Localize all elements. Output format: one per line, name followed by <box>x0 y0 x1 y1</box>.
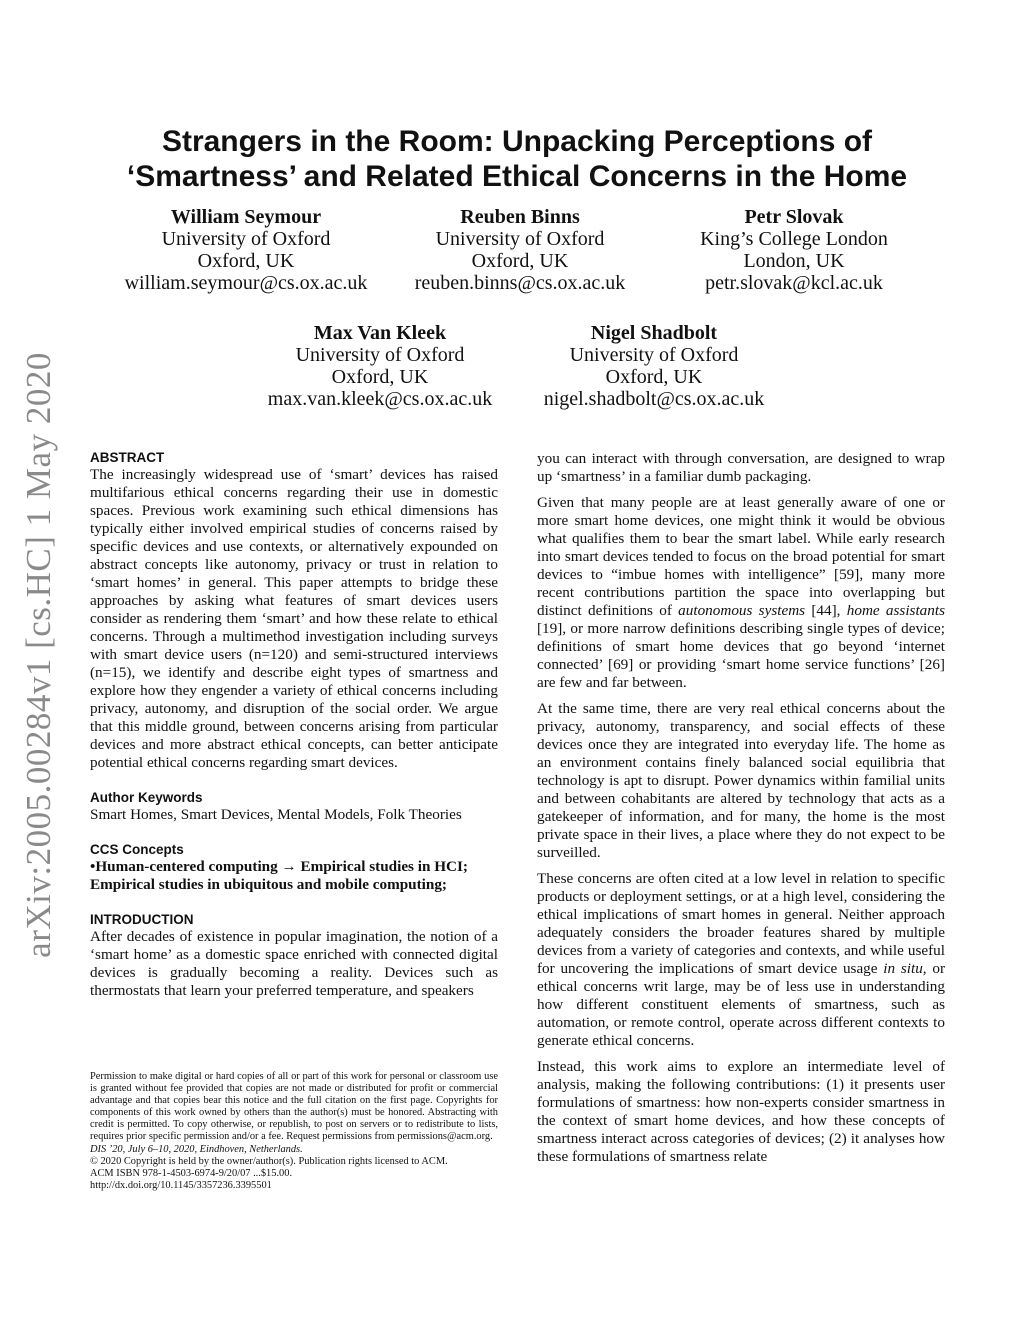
ccs-concepts <box>90 858 498 894</box>
introduction-heading: INTRODUCTION <box>90 912 194 927</box>
doi-link[interactable]: http://dx.doi.org/10.1145/3357236.3395501 <box>90 1179 272 1191</box>
left-column <box>90 450 498 1000</box>
author-block-seymour <box>96 206 396 294</box>
keywords-heading: Author Keywords <box>90 790 203 805</box>
author-location: London, UK <box>743 250 845 272</box>
author-affiliation: University of Oxford <box>435 228 605 250</box>
author-block-van-kleek <box>230 322 530 410</box>
right-column <box>537 450 945 1166</box>
abstract-heading: ABSTRACT <box>90 450 165 465</box>
emphasis-autonomous-systems: autonomous systems <box>678 602 806 619</box>
author-email: nigel.shadbolt@cs.ox.ac.uk <box>543 388 765 410</box>
author-block-slovak <box>644 206 944 294</box>
permission-footnote <box>90 1071 498 1192</box>
author-email: william.seymour@cs.ox.ac.uk <box>124 272 368 294</box>
text-run: [44], <box>805 602 847 619</box>
author-affiliation: University of Oxford <box>161 228 331 250</box>
ccs-line-1: •Human-centered computing → Empirical studies in HCI; <box>90 858 468 875</box>
body-paragraph-contributions: Instead, this work aims to explore an intermediate level of analysis, making the following contributions: (1) it presents user formulations of smartness: how non-experts consider smartness in the context of smart home devices, and how these concepts of smartness interact across categories of devices; (2) it analyses how these formulations of smartness relate <box>537 1058 945 1165</box>
ccs-heading: CCS Concepts <box>90 842 184 857</box>
body-paragraph-levels <box>537 870 945 1050</box>
author-block-shadbolt <box>504 322 804 410</box>
text-run: Given that many people are at least generally aware of one or more smart home devices, one might think it would be obvious what qualifies them to bear the smart label. While early research into smart devices tended to focus on the broad potential for smart devices to “imbue homes with intelligence” [59], many more recent contributions partition the space into overlapping but distinct definitions of <box>537 494 945 619</box>
text-run: These concerns are often cited at a low level in relation to specific products or deployment settings, or at a high level, considering the ethical implications of smart homes in general. Neither approach adequately considers the broader features shared by multiple devices from a variety of categories and contexts, and while useful for uncovering the implications of smart device usage <box>537 870 945 977</box>
author-block-binns <box>370 206 670 294</box>
body-paragraph-ethical-concerns: At the same time, there are very real ethical concerns about the privacy, autonomy, transparency, and social effects of these devices once they are integrated into everyday life. The home as an environment contains finely balanced social equilibria that technology is apt to disrupt. Power dynamics within familial units and between cohabitants are altered by technology that acts as a gatekeeper of information, and for many, the home is the most private space in their lives, a place where they do not expect to be surveilled. <box>537 700 945 861</box>
author-name: William Seymour <box>170 206 322 228</box>
emphasis-in-situ: in situ <box>883 960 923 977</box>
author-name: Nigel Shadbolt <box>590 322 718 344</box>
arxiv-stamp <box>8 345 70 965</box>
author-name: Petr Slovak <box>744 206 844 228</box>
author-name: Reuben Binns <box>460 206 580 228</box>
copyright-line: © 2020 Copyright is held by the owner/author(s). Publication rights licensed to ACM. <box>90 1155 448 1167</box>
title-line-2: ‘Smartness’ and Related Ethical Concerns in the Home <box>126 160 908 193</box>
author-location: Oxford, UK <box>197 250 295 272</box>
venue-line: DIS ’20, July 6–10, 2020, Eindhoven, Netherlands. <box>90 1143 303 1155</box>
introduction-paragraph: After decades of existence in popular imagination, the notion of a ‘smart home’ as a domestic space enriched with connected digital devices is gradually becoming a reality. Devices such as thermostats that learn your preferred temperature, and speakers <box>90 928 498 999</box>
author-email: petr.slovak@kcl.ac.uk <box>705 272 883 294</box>
abstract-text: The increasingly widespread use of ‘smart’ devices has raised multifarious ethical concerns regarding their use in domestic spaces. Previous work examining such ethical dimensions has typically either involved empirical studies of concerns raised by specific devices and use contexts, or alternatively expounded on abstract concepts like autonomy, privacy or trust in relation to ‘smart homes’ in general. This paper attempts to bridge these approaches by asking what features of smart devices users consider as rendering them ‘smart’ and how these relate to ethical concerns. Through a multimethod investigation including surveys with smart device users (n=120) and semi-structured interviews (n=15), we identify and describe eight types of smartness and explore how they engender a variety of ethical concerns including privacy, autonomy, and disruption of the social order. We argue that this middle ground, between concerns arising from particular devices and more abstract ethical concepts, can better anticipate potential ethical concerns regarding smart devices. <box>90 466 498 771</box>
author-location: Oxford, UK <box>471 250 569 272</box>
text-run: , or ethical concerns writ large, may be of less use in understanding how different constituent elements of smartness, such as automation, or remote control, operate across different contexts to generate ethical concerns. <box>537 960 945 1049</box>
author-affiliation: University of Oxford <box>295 344 465 366</box>
author-email: reuben.binns@cs.ox.ac.uk <box>414 272 626 294</box>
paper-title <box>90 124 944 194</box>
permission-text: Permission to make digital or hard copies of all or part of this work for personal or classroom use is granted without fee provided that copies are not made or distributed for profit or commercial advantage and that copies bear this notice and the full citation on the first page. Copyrights for components of this work owned by others than the author(s) must be honored. Abstracting with credit is permitted. To copy otherwise, or republish, to post on servers or to redistribute to lists, requires prior specific permission and/or a fee. Request permissions from permissions@acm.org. <box>90 1071 498 1143</box>
author-affiliation: University of Oxford <box>569 344 739 366</box>
emphasis-home-assistants: home assistants <box>846 602 946 619</box>
ccs-line-2: Empirical studies in ubiquitous and mobile computing; <box>90 876 447 893</box>
body-paragraph-smart-label <box>537 494 945 692</box>
body-paragraph: you can interact with through conversation, are designed to wrap up ‘smartness’ in a familiar dumb packaging. <box>537 450 945 485</box>
text-run: [19], or more narrow definitions describing single types of device; definitions of smart home devices that go beyond ‘internet connected’ [69] or providing ‘smart home service functions’ [26] are few and far between. <box>537 620 945 691</box>
author-name: Max Van Kleek <box>313 322 447 344</box>
author-location: Oxford, UK <box>605 366 703 388</box>
title-line-1: Strangers in the Room: Unpacking Perceptions of <box>161 125 873 158</box>
author-affiliation: King’s College London <box>700 228 888 250</box>
author-location: Oxford, UK <box>331 366 429 388</box>
arxiv-stamp-text: arXiv:2005.00284v1 [cs.HC] 1 May 2020 <box>19 352 58 958</box>
keywords-text: Smart Homes, Smart Devices, Mental Models, Folk Theories <box>90 806 462 823</box>
author-email: max.van.kleek@cs.ox.ac.uk <box>267 388 493 410</box>
isbn-line: ACM ISBN 978-1-4503-6974-9/20/07 ...$15.00. <box>90 1167 293 1179</box>
